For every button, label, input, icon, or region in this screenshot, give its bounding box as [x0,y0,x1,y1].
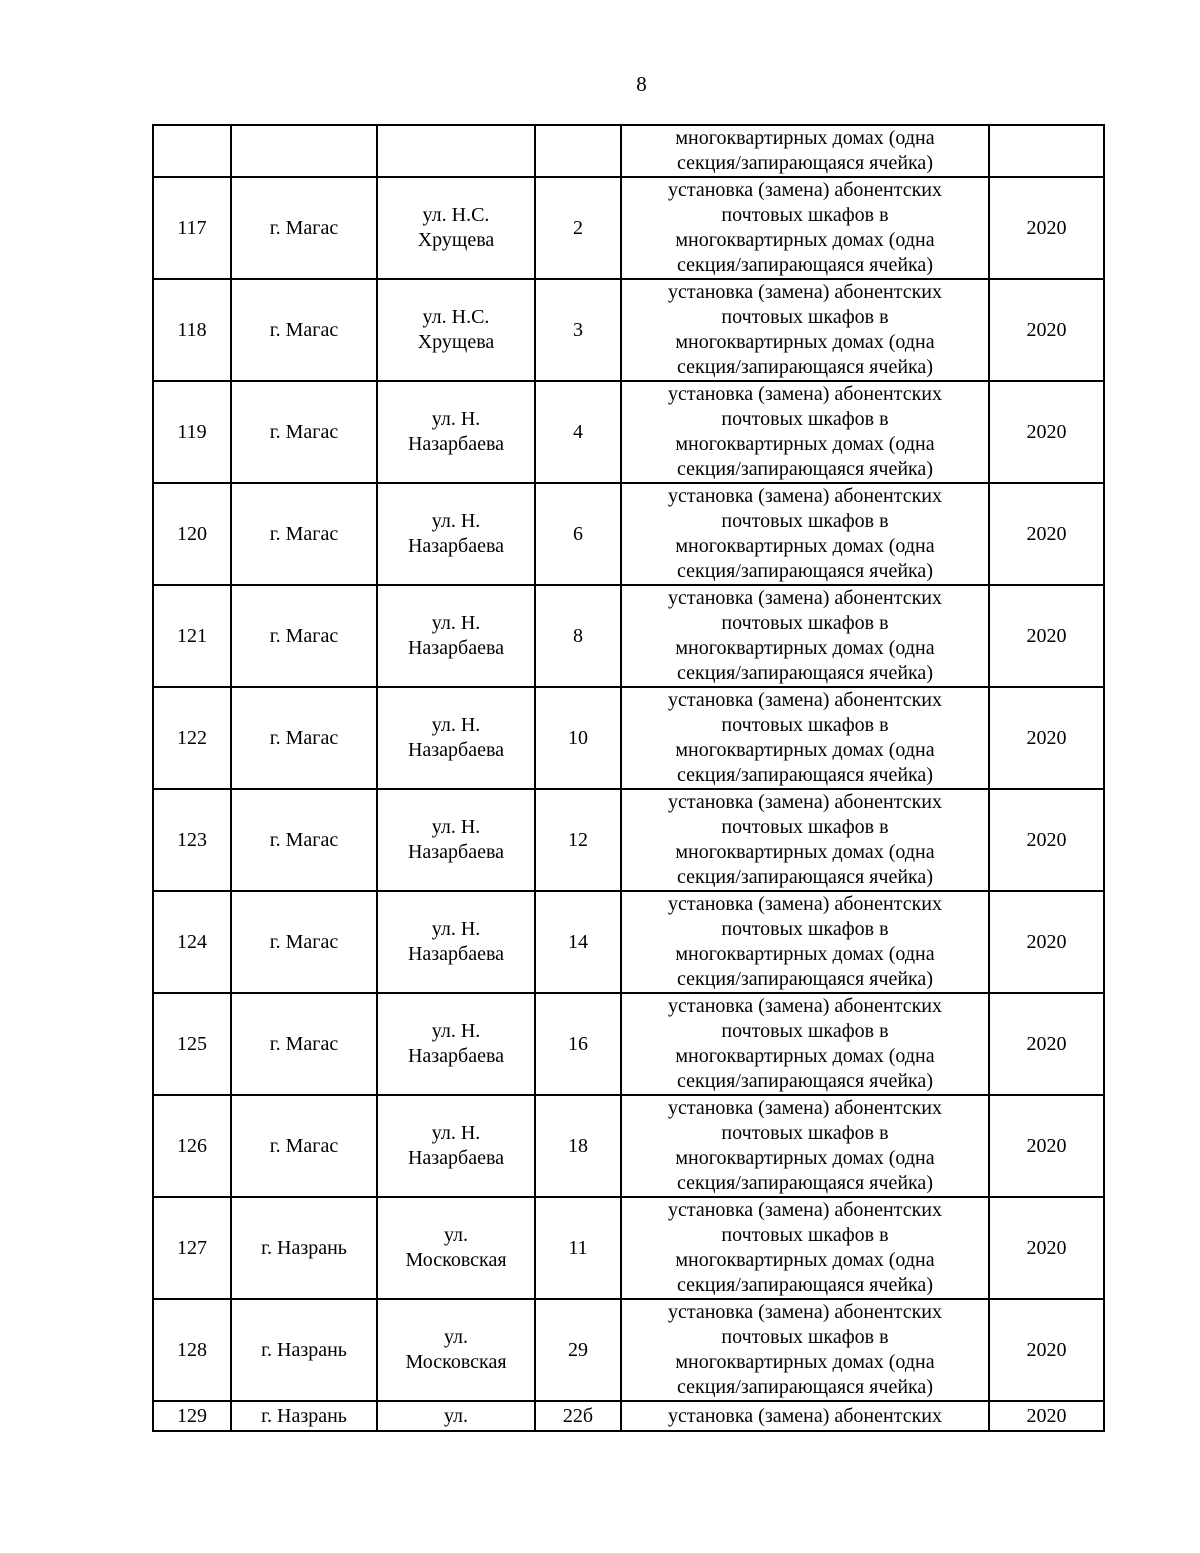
street-line: ул. Н.С. [422,204,490,226]
table-row [153,1197,1104,1299]
num-cell: 127 [153,1197,231,1299]
house-cell: 14 [535,891,621,993]
year-cell: 2020 [989,687,1104,789]
description-line: установка (замена) абонентских [667,1404,942,1427]
street-cell [377,125,535,177]
street-line: Назарбаева [407,1045,505,1067]
description-line: многоквартирных домах (одна [675,1045,935,1067]
description-line: секция/запирающаяся ячейка) [677,254,933,276]
year-cell: 2020 [989,177,1104,279]
num-cell: 125 [153,993,231,1095]
description-cell [621,381,989,483]
description-line: установка (замена) абонентских [667,179,942,201]
description-cell [621,125,989,177]
city-cell: г. Магас [231,789,377,891]
year-cell: 2020 [989,483,1104,585]
street-cell [377,891,535,993]
description-line: почтовых шкафов в [721,816,889,838]
description-line: многоквартирных домах (одна [675,127,935,149]
city-cell: г. Магас [231,177,377,279]
table-row [153,1299,1104,1401]
street-line: Московская [405,1351,507,1373]
year-cell: 2020 [989,1197,1104,1299]
num-cell: 121 [153,585,231,687]
street-line: ул. Н. [431,612,481,634]
street-line: Хрущева [417,331,495,353]
description-line: установка (замена) абонентских [667,383,942,405]
description-line: установка (замена) абонентских [667,1301,942,1323]
street-line: ул. [443,1326,469,1348]
description-line: секция/запирающаяся ячейка) [677,1376,933,1398]
street-cell [377,483,535,585]
description-line: почтовых шкафов в [721,1020,889,1042]
description-line: секция/запирающаяся ячейка) [677,866,933,888]
street-line: ул. Н. [431,714,481,736]
description-line: секция/запирающаяся ячейка) [677,458,933,480]
street-line: Назарбаева [407,943,505,965]
street-line: ул. Н. [431,408,481,430]
table-row [153,789,1104,891]
year-cell: 2020 [989,891,1104,993]
city-cell: г. Магас [231,279,377,381]
table-row [153,1401,1104,1431]
description-line: почтовых шкафов в [721,510,889,532]
description-line: многоквартирных домах (одна [675,331,935,353]
description-cell [621,1197,989,1299]
year-cell: 2020 [989,1095,1104,1197]
description-line: почтовых шкафов в [721,204,889,226]
num-cell [153,125,231,177]
city-cell: г. Магас [231,891,377,993]
description-line: многоквартирных домах (одна [675,637,935,659]
street-line: ул. Н. [431,918,481,940]
year-cell [989,125,1104,177]
description-line: почтовых шкафов в [721,1326,889,1348]
description-line: установка (замена) абонентских [667,995,942,1017]
table-row [153,381,1104,483]
house-cell: 18 [535,1095,621,1197]
description-line: секция/запирающаяся ячейка) [677,560,933,582]
description-line: секция/запирающаяся ячейка) [677,1274,933,1296]
num-cell: 126 [153,1095,231,1197]
description-line: многоквартирных домах (одна [675,841,935,863]
year-cell: 2020 [989,1299,1104,1401]
description-cell [621,789,989,891]
street-line: ул. Н.С. [422,306,490,328]
num-cell: 120 [153,483,231,585]
city-cell: г. Магас [231,381,377,483]
description-line: многоквартирных домах (одна [675,1351,935,1373]
description-line: установка (замена) абонентских [667,485,942,507]
description-line: почтовых шкафов в [721,1122,889,1144]
description-line: секция/запирающаяся ячейка) [677,1172,933,1194]
description-line: почтовых шкафов в [721,918,889,940]
street-cell [377,1299,535,1401]
table-row [153,483,1104,585]
street-line: Назарбаева [407,739,505,761]
street-line: Московская [405,1249,507,1271]
street-line: ул. Н. [431,1020,481,1042]
year-cell: 2020 [989,789,1104,891]
house-cell: 2 [535,177,621,279]
num-cell: 122 [153,687,231,789]
description-line: установка (замена) абонентских [667,587,942,609]
table-body [153,125,1104,1431]
house-cell [535,125,621,177]
description-cell [621,993,989,1095]
description-line: секция/запирающаяся ячейка) [677,968,933,990]
description-line: установка (замена) абонентских [667,893,942,915]
num-cell: 128 [153,1299,231,1401]
description-line: секция/запирающаяся ячейка) [677,1070,933,1092]
street-cell [377,687,535,789]
house-cell: 12 [535,789,621,891]
street-line: ул. Н. [431,1122,481,1144]
table-row [153,177,1104,279]
description-cell [621,687,989,789]
description-line: установка (замена) абонентских [667,791,942,813]
description-cell [621,1095,989,1197]
street-cell [377,585,535,687]
num-cell: 123 [153,789,231,891]
street-cell [377,1401,535,1431]
num-cell: 117 [153,177,231,279]
description-line: почтовых шкафов в [721,306,889,328]
table-row [153,993,1104,1095]
year-cell: 2020 [989,993,1104,1095]
description-line: установка (замена) абонентских [667,1199,942,1221]
house-cell: 16 [535,993,621,1095]
description-line: установка (замена) абонентских [667,281,942,303]
description-line: многоквартирных домах (одна [675,739,935,761]
city-cell: г. Назрань [231,1299,377,1401]
street-cell [377,993,535,1095]
table-row [153,1095,1104,1197]
description-line: многоквартирных домах (одна [675,1249,935,1271]
street-line: Назарбаева [407,433,505,455]
description-cell [621,483,989,585]
description-line: почтовых шкафов в [721,612,889,634]
year-cell: 2020 [989,1401,1104,1431]
description-line: многоквартирных домах (одна [675,229,935,251]
house-cell: 8 [535,585,621,687]
description-line: секция/запирающаяся ячейка) [677,764,933,786]
street-line: Назарбаева [407,841,505,863]
table-row-continuation [153,125,1104,177]
year-cell: 2020 [989,585,1104,687]
year-cell: 2020 [989,279,1104,381]
city-cell: г. Назрань [231,1401,377,1431]
description-line: почтовых шкафов в [721,714,889,736]
table-row [153,687,1104,789]
city-cell: г. Назрань [231,1197,377,1299]
description-cell [621,177,989,279]
house-cell: 29 [535,1299,621,1401]
year-cell: 2020 [989,381,1104,483]
city-cell: г. Магас [231,483,377,585]
description-line: установка (замена) абонентских [667,1097,942,1119]
table-row [153,279,1104,381]
street-line: ул. Н. [431,816,481,838]
description-line: многоквартирных домах (одна [675,1147,935,1169]
description-line: многоквартирных домах (одна [675,535,935,557]
house-cell: 22б [535,1401,621,1431]
description-line: секция/запирающаяся ячейка) [677,356,933,378]
house-cell: 10 [535,687,621,789]
description-cell [621,1299,989,1401]
city-cell: г. Магас [231,585,377,687]
addresses-table [152,124,1105,1432]
table-row [153,585,1104,687]
street-cell [377,177,535,279]
num-cell: 129 [153,1401,231,1431]
description-cell [621,891,989,993]
description-line: установка (замена) абонентских [667,689,942,711]
street-line: Назарбаева [407,535,505,557]
table-row [153,891,1104,993]
street-line: Назарбаева [407,637,505,659]
street-line: Назарбаева [407,1147,505,1169]
description-cell [621,1401,989,1431]
street-line: ул. Н. [431,510,481,532]
city-cell: г. Магас [231,687,377,789]
description-line: секция/запирающаяся ячейка) [677,152,933,174]
street-line: ул. [443,1224,469,1246]
num-cell: 118 [153,279,231,381]
house-cell: 11 [535,1197,621,1299]
description-line: многоквартирных домах (одна [675,433,935,455]
street-cell [377,1197,535,1299]
street-cell [377,279,535,381]
description-line: почтовых шкафов в [721,1224,889,1246]
city-cell: г. Магас [231,993,377,1095]
street-cell [377,381,535,483]
page-number: 8 [636,72,647,96]
street-line: ул. [443,1404,469,1427]
street-cell [377,789,535,891]
num-cell: 119 [153,381,231,483]
city-cell: г. Магас [231,1095,377,1197]
house-cell: 4 [535,381,621,483]
num-cell: 124 [153,891,231,993]
house-cell: 6 [535,483,621,585]
description-cell [621,279,989,381]
street-cell [377,1095,535,1197]
description-line: секция/запирающаяся ячейка) [677,662,933,684]
house-cell: 3 [535,279,621,381]
description-cell [621,585,989,687]
city-cell [231,125,377,177]
street-line: Хрущева [417,229,495,251]
description-line: почтовых шкафов в [721,408,889,430]
description-line: многоквартирных домах (одна [675,943,935,965]
